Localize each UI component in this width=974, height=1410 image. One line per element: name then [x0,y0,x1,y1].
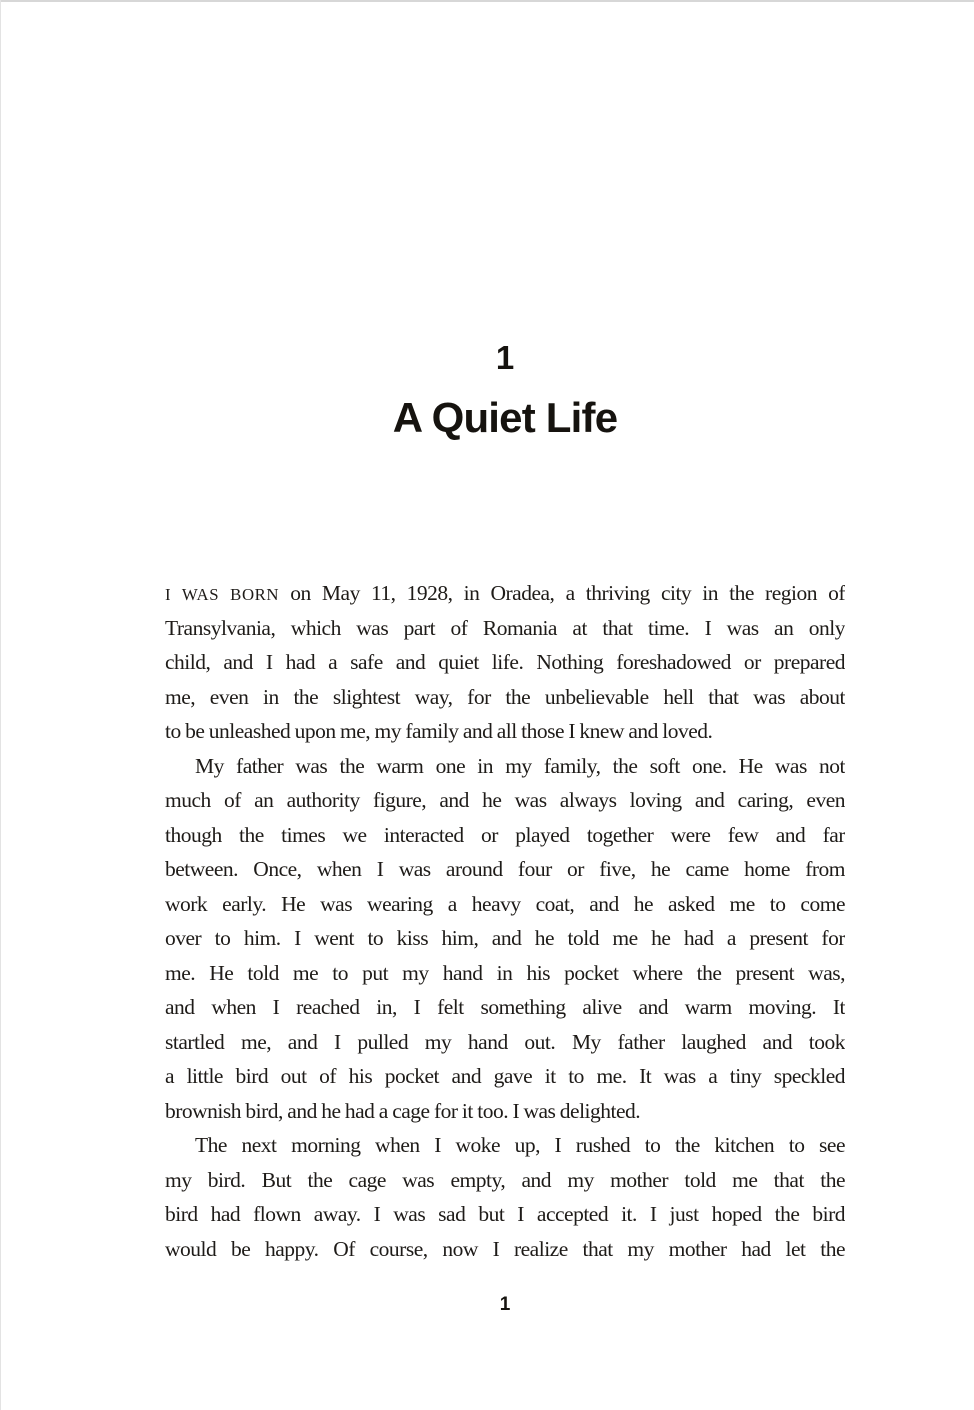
text-line: The next morning when I woke up, I rushed to the kitchen to see [195,1133,845,1157]
text-line: child, and I had a safe and quiet life. Nothing foreshadowed or prepared [165,650,845,674]
text-line: Transylvania, which was part of Romania at that time. I was an only [165,615,845,640]
chapter-number: 1 [495,339,515,376]
page-number: 1 [499,1294,511,1315]
text-line: me, even in the slightest way, for the unbelievable hell that was about [165,684,845,709]
page-top-edge [0,0,974,2]
text-line: would be happy. Of course, now I realize that my mother had let the [165,1236,845,1261]
text-line: startled me, and I pulled my hand out. My father laughed and took [165,1029,845,1054]
text-line: me. He told me to put my hand in his pocket where the present was, [165,960,845,985]
page-left-edge [0,0,1,1410]
text-line: and when I reached in, I felt something alive and warm moving. It [165,995,845,1019]
text-line: though the times we interacted or played together were few and far [165,822,845,847]
text-line: much of an authority figure, and he was always loving and caring, even [165,788,845,812]
text-line: my bird. But the cage was empty, and my mother told me that the [165,1167,845,1192]
text-line: a little bird out of his pocket and gave it to me. It was a tiny speckled [165,1064,845,1088]
text-line: between. Once, when I was around four or five, he came home from [165,857,845,881]
small-caps-lead: I WAS BORN [165,585,280,604]
text-line: over to him. I went to kiss him, and he told me he had a present for [165,926,845,950]
text-line: I WAS BORN on May 11, 1928, in Oradea, a thriving city in the region of [165,581,845,605]
text-line: brownish bird, and he had a cage for it too. I was delighted. [165,1098,641,1123]
text-line: My father was the warm one in my family, the soft one. He was not [195,753,845,778]
chapter-title: A Quiet Life [392,394,618,441]
text-line: bird had flown away. I was sad but I accepted it. I just hoped the bird [165,1202,845,1226]
text-line: to be unleashed upon me, my family and all those I knew and loved. [165,719,713,743]
body-text [165,576,845,1266]
text-line: work early. He was wearing a heavy coat, and he asked me to come [165,891,845,916]
